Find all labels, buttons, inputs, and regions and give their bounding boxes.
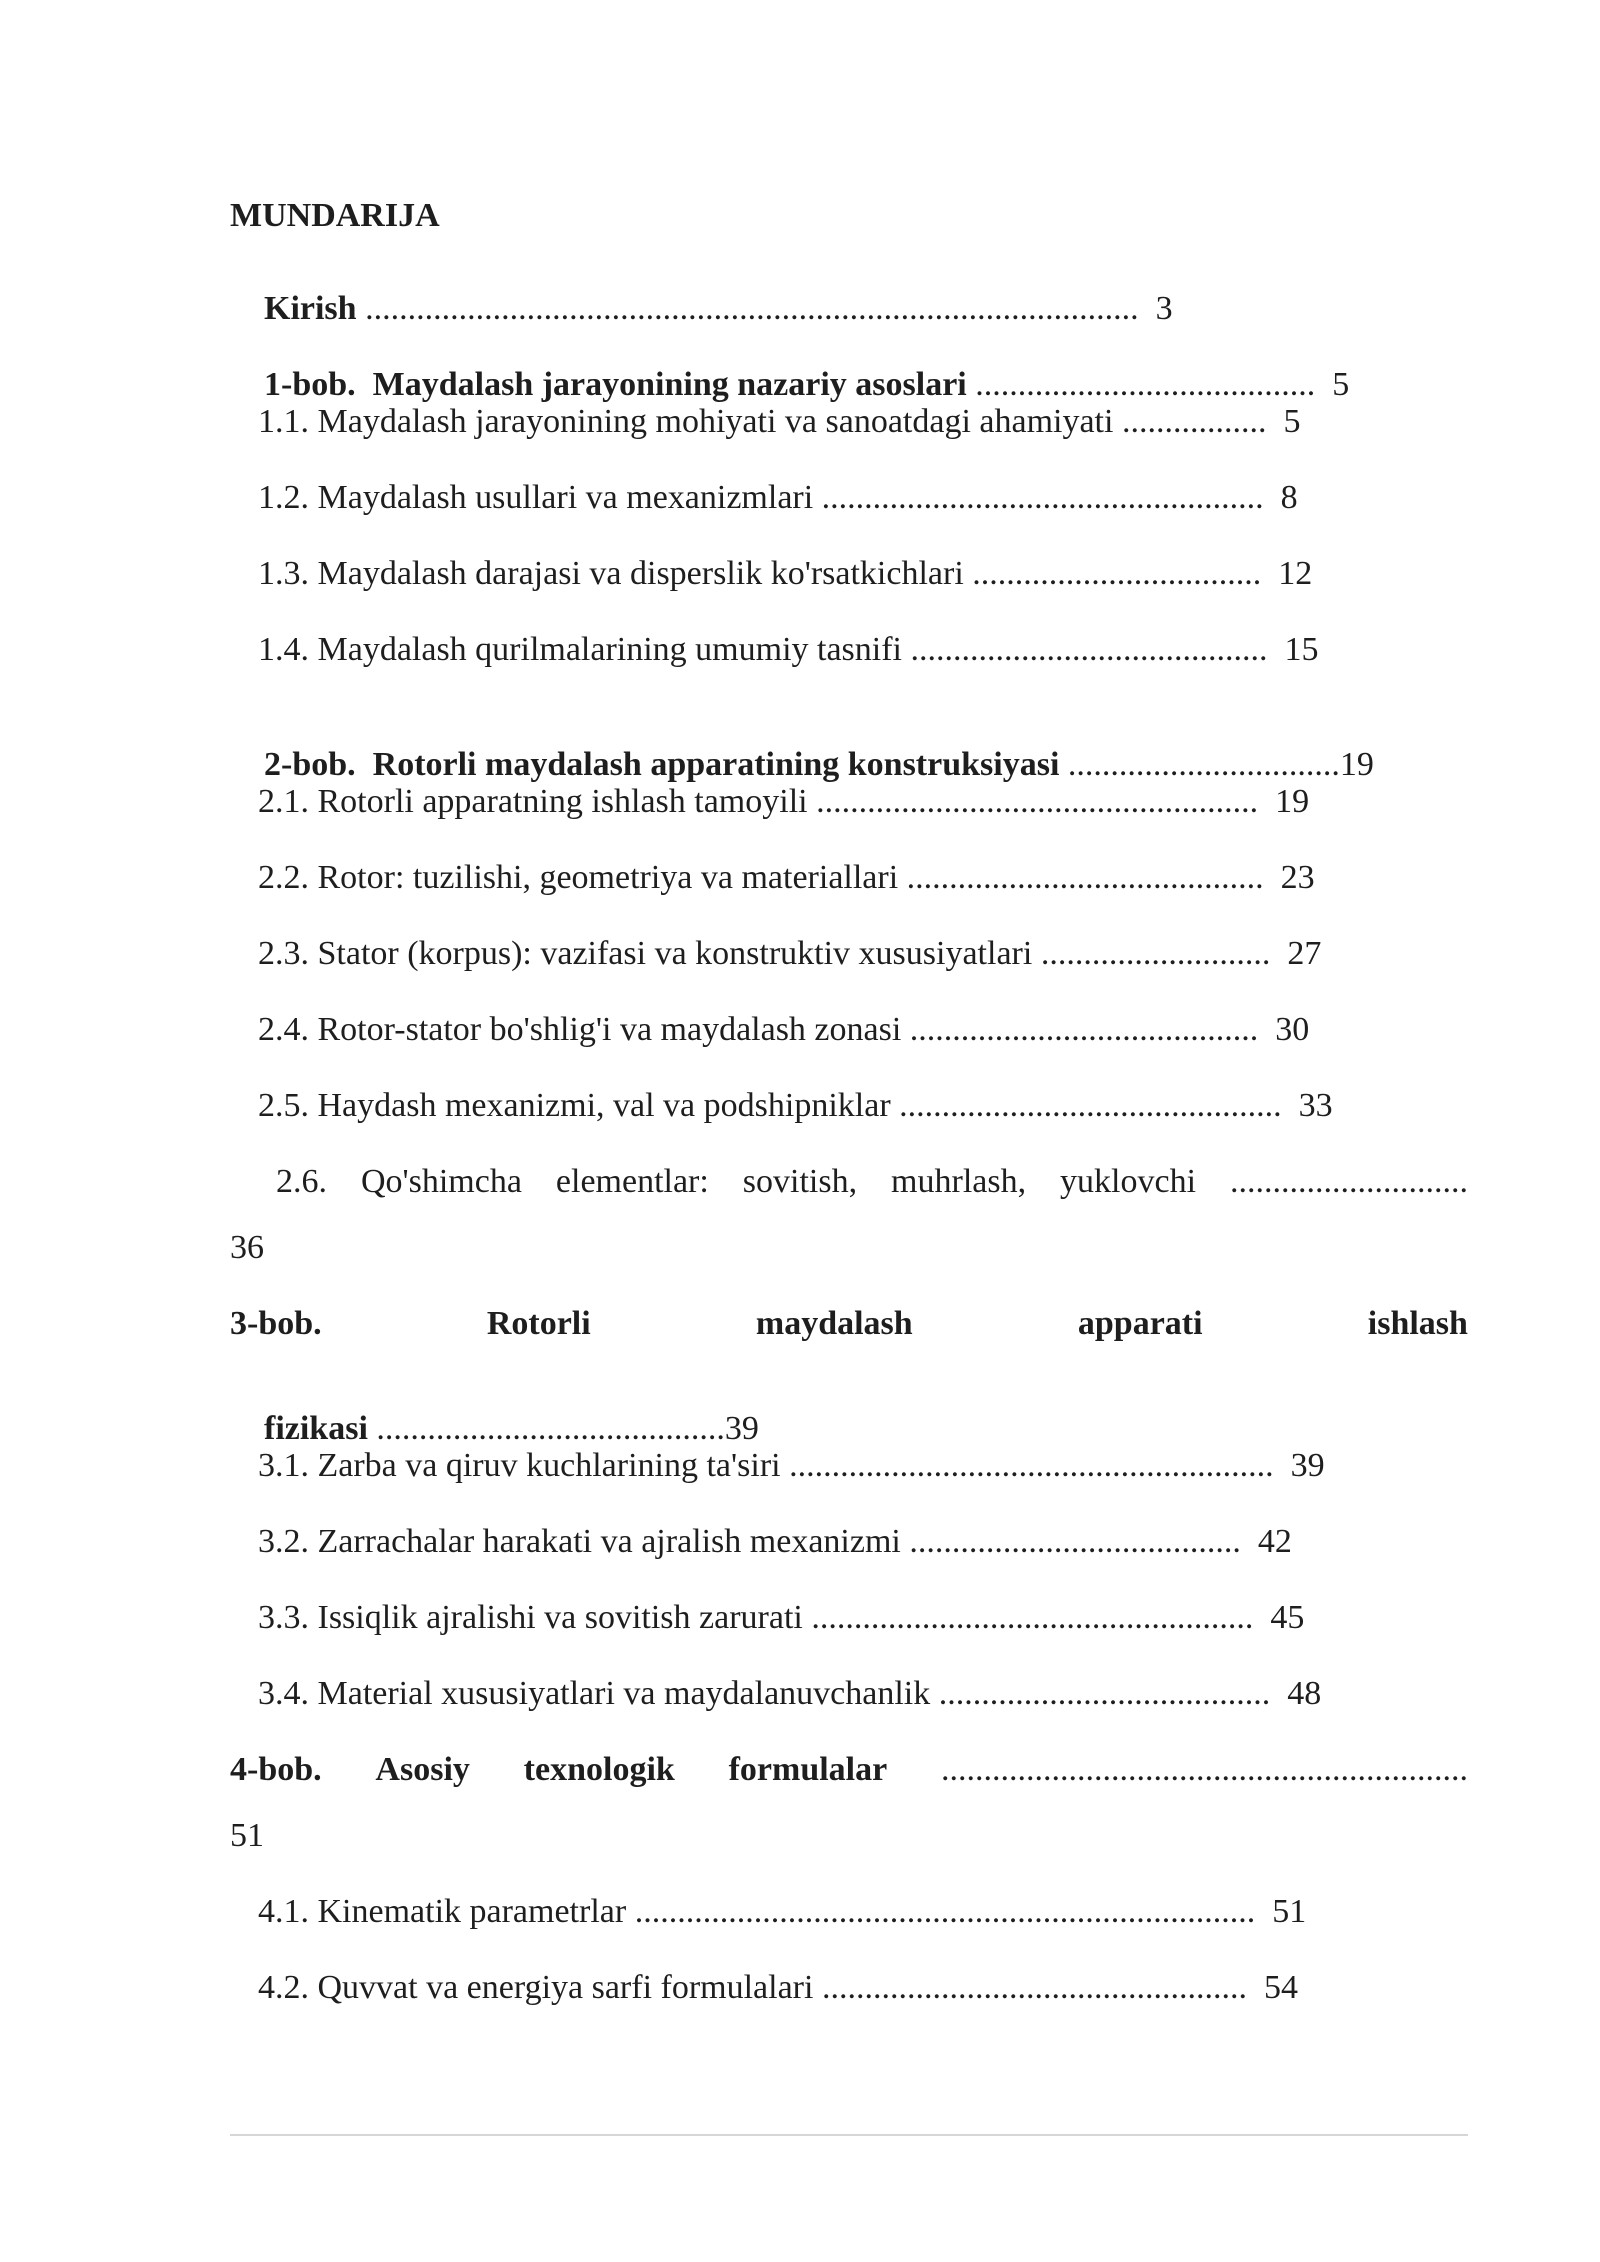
toc-word: 4-bob. — [230, 1751, 322, 1788]
toc-word: yuklovchi — [1060, 1163, 1197, 1200]
toc-page-number: 5 — [1315, 366, 1350, 404]
toc-title: MUNDARIJA — [230, 197, 440, 234]
toc-word: Asosiy — [375, 1751, 470, 1788]
toc-leader-dots: ........................................ — [966, 366, 1316, 404]
toc-word: 3-bob. — [230, 1305, 322, 1342]
toc-leader-dots: .............................................................. — [941, 1751, 1468, 1788]
toc-entry-section-3-2[interactable]: 3.2. Zarrachalar harakati va ajralish mexanizmi ....................................... 42 — [258, 1523, 1292, 1560]
toc-entry-section-2-3[interactable]: 2.3. Stator (korpus): vazifasi va konstruktiv xususiyatlari ........................... 27 — [258, 935, 1322, 972]
toc-entry-section-1-1[interactable]: 1.1. Maydalash jarayonining mohiyati va sanoatdagi ahamiyati ................. 5 — [258, 403, 1301, 440]
toc-word: 2.6. — [276, 1163, 327, 1200]
toc-entry-chapter-4[interactable] — [230, 1750, 1468, 1789]
toc-word: maydalash — [755, 1305, 913, 1342]
toc-word: apparati — [1077, 1305, 1203, 1342]
toc-page-number: 36 — [230, 1229, 264, 1266]
toc-leader-dots: ......................................... — [367, 1410, 725, 1448]
toc-page-number: 19 — [1339, 746, 1374, 784]
toc-entry-section-1-4[interactable]: 1.4. Maydalash qurilmalarining umumiy tasnifi .......................................... 15 — [258, 631, 1319, 668]
toc-page-number: 3 — [1138, 290, 1173, 328]
toc-entry-section-2-4[interactable]: 2.4. Rotor-stator bo'shlig'i va maydalash zonasi ......................................... 30 — [258, 1011, 1310, 1048]
toc-word: muhrlash, — [891, 1163, 1027, 1200]
toc-entry-section-2-1[interactable]: 2.1. Rotorli apparatning ishlash tamoyili .................................................... 19 — [258, 783, 1310, 820]
toc-entry-section-1-3[interactable]: 1.3. Maydalash darajasi va disperslik ko'rsatkichlari .................................. 12 — [258, 555, 1313, 592]
toc-word: ishlash — [1367, 1305, 1468, 1342]
toc-entry-section-4-1[interactable]: 4.1. Kinematik parametrlar ......................................................................... 51 — [258, 1893, 1307, 1930]
toc-word: sovitish, — [742, 1163, 858, 1200]
toc-word: Rotorli — [486, 1305, 591, 1342]
toc-entry-label: 2-bob. Rotorli maydalash apparatining konstruksiyasi — [264, 746, 1060, 784]
toc-entry-label: Kirish — [264, 290, 357, 328]
toc-word: elementlar: — [555, 1163, 709, 1200]
toc-entry-section-3-1[interactable]: 3.1. Zarba va qiruv kuchlarining ta'siri ......................................................... 39 — [258, 1447, 1325, 1484]
toc-word: Qo'shimcha — [360, 1163, 522, 1200]
toc-entry-section-2-5[interactable]: 2.5. Haydash mexanizmi, val va podshipniklar ............................................. 33 — [258, 1087, 1333, 1124]
toc-entry-section-3-3[interactable]: 3.3. Issiqlik ajralishi va sovitish zarurati .................................................... 45 — [258, 1599, 1305, 1636]
toc-leader-dots: ............................ — [1229, 1163, 1468, 1200]
toc-leader-dots: ........................................................................................... — [356, 290, 1139, 328]
toc-page-number: 39 — [724, 1410, 759, 1448]
toc-page-number: 51 — [230, 1817, 264, 1854]
toc-entry-section-3-4[interactable]: 3.4. Material xususiyatlari va maydalanuvchanlik ....................................... 48 — [258, 1675, 1322, 1712]
toc-entry-label: 1-bob. Maydalash jarayonining nazariy asoslari — [264, 366, 967, 404]
toc-word: formulalar — [728, 1751, 888, 1788]
toc-entry-section-2-2[interactable]: 2.2. Rotor: tuzilishi, geometriya va materiallari .......................................... 23 — [258, 859, 1315, 896]
footer-divider — [230, 2134, 1468, 2136]
toc-leader-dots: ................................ — [1059, 746, 1340, 784]
toc-word: texnologik — [523, 1751, 675, 1788]
toc-entry-section-1-2[interactable]: 1.2. Maydalash usullari va mexanizmlari .................................................... 8 — [258, 479, 1298, 516]
toc-entry-section-2-6[interactable] — [276, 1162, 1468, 1201]
toc-entry-label: fizikasi — [264, 1410, 368, 1448]
toc-entry-chapter-3[interactable] — [230, 1304, 1468, 1343]
toc-entry-section-4-2[interactable]: 4.2. Quvvat va energiya sarfi formulalari .................................................. 54 — [258, 1969, 1298, 2006]
